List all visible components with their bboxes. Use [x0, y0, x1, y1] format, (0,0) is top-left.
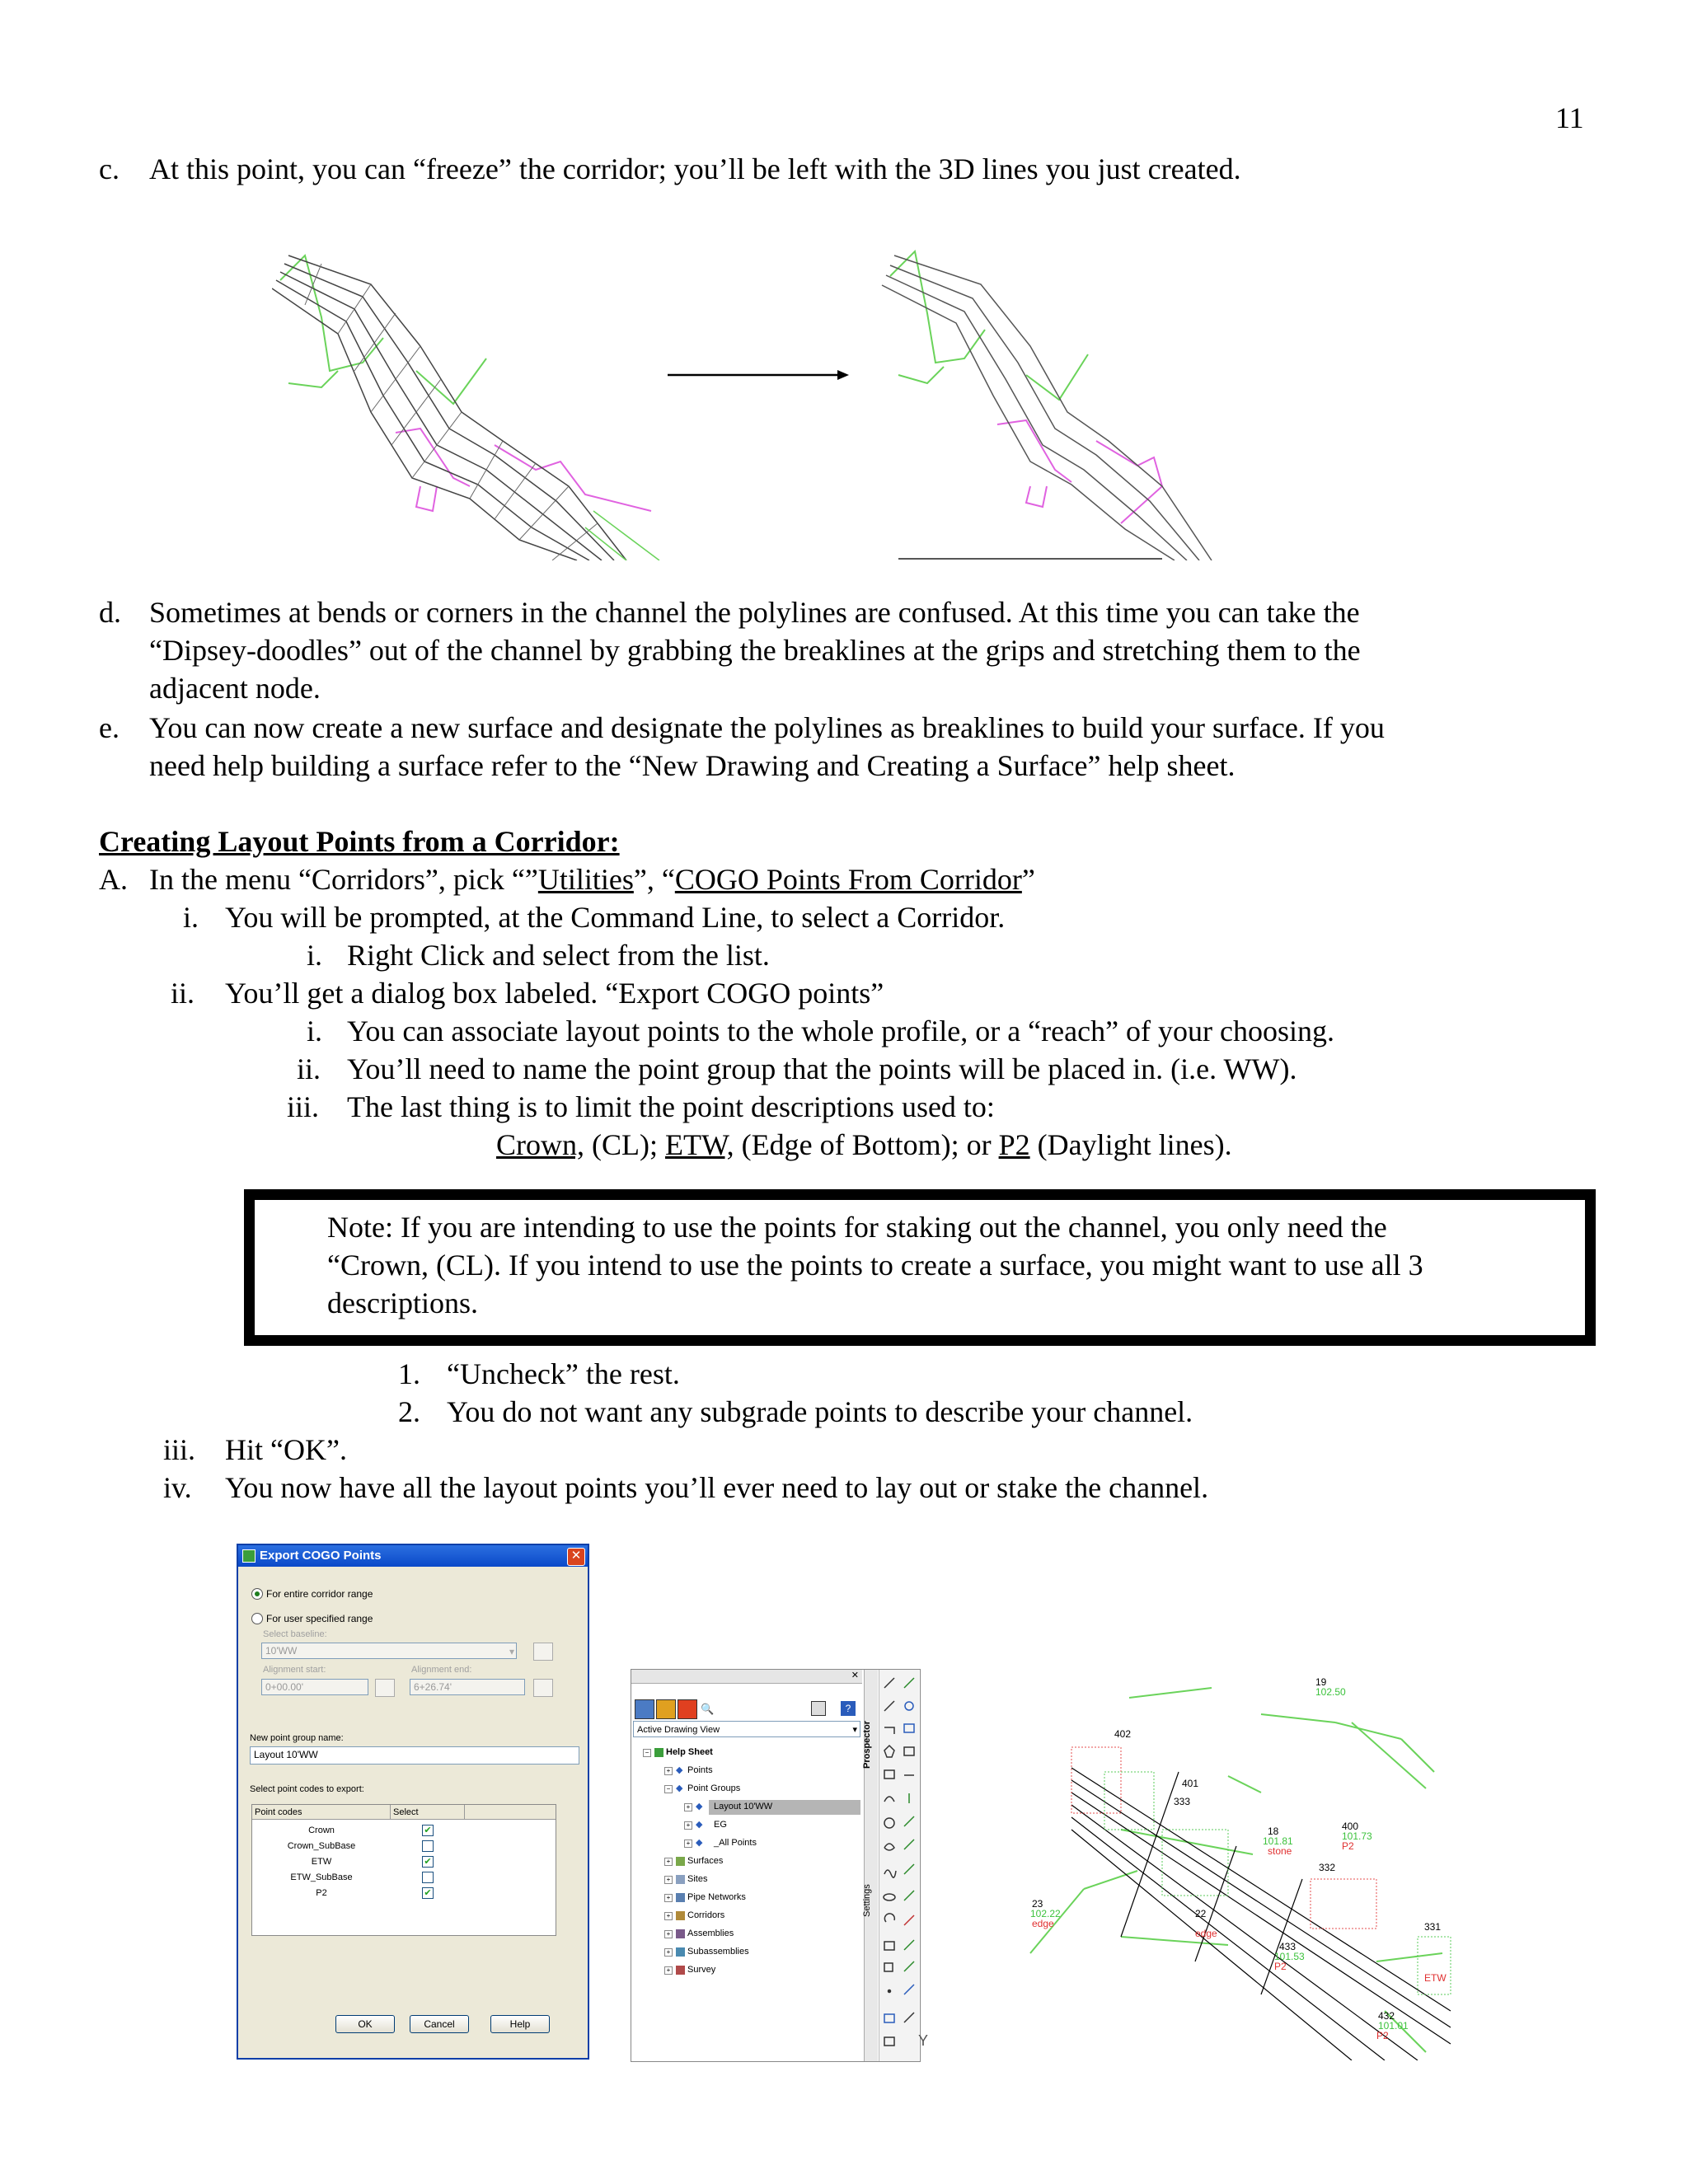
- select-baseline-label: Select baseline:: [263, 1629, 327, 1639]
- descriptions-text-3: (Daylight lines).: [1029, 1128, 1232, 1161]
- note-line-1: Note: If you are intending to use the points for staking out the channel, you only need the: [327, 1211, 1387, 1244]
- step-a-ii-i-marker: i.: [307, 1015, 323, 1047]
- step-a-ii-marker: ii.: [171, 977, 195, 1010]
- note-line-2: “Crown, (CL). If you intend to use the points to create a surface, you might want to use all 3: [327, 1249, 1423, 1282]
- point-432-elevation: 101.01: [1378, 2020, 1409, 2032]
- tree-item-point-groups[interactable]: Point Groups: [687, 1783, 741, 1793]
- tree-item-eg[interactable]: EG: [714, 1820, 727, 1830]
- step-a-i-text: You will be prompted, at the Command Line, to select a Corridor.: [225, 901, 1006, 934]
- p2-code: P2: [998, 1128, 1030, 1161]
- point-19-number: 19: [1315, 1676, 1327, 1688]
- point-group-icon: ◆: [696, 1820, 703, 1830]
- point-433-number: 433: [1279, 1941, 1296, 1952]
- step-a-pre: In the menu “Corridors”, pick “”: [149, 863, 538, 896]
- tree-item-layout-10ww[interactable]: Layout 10'WW: [714, 1802, 773, 1811]
- pick-baseline-icon[interactable]: [533, 1643, 553, 1661]
- point-432-number: 432: [1378, 2010, 1395, 2022]
- para-e-marker: e.: [99, 711, 120, 744]
- point-23-number: 23: [1032, 1898, 1043, 1910]
- layout-points-plan-view: [1022, 1665, 1459, 2060]
- para-c-text: At this point, you can “freeze” the corridor; you’ll be left with the 3D lines you just created.: [149, 152, 1241, 185]
- step-iii-text: Hit “OK”.: [225, 1433, 347, 1466]
- tree-item-corridors[interactable]: Corridors: [687, 1910, 725, 1920]
- point-402-number: 402: [1114, 1728, 1132, 1740]
- col-point-codes: Point codes: [252, 1805, 391, 1820]
- point-18-elevation: 101.81: [1263, 1835, 1293, 1847]
- corridor-freeze-figure: [272, 239, 1442, 560]
- point-23-description: edge: [1032, 1918, 1054, 1929]
- utilities-menu-link: Utilities: [537, 863, 634, 896]
- tree-item-assemblies[interactable]: Assemblies: [687, 1929, 734, 1938]
- step-a-post: ”: [1021, 863, 1035, 896]
- view-select-value: Active Drawing View: [637, 1725, 720, 1735]
- checkbox-etw[interactable]: ✔: [422, 1856, 434, 1868]
- drawing-icon: [654, 1748, 663, 1757]
- expand-icon[interactable]: +: [664, 1894, 673, 1902]
- group-name-input[interactable]: Layout 10'WW: [250, 1746, 579, 1765]
- step-a-ii-i-text: You can associate layout points to the whole profile, or a “reach” of your choosing.: [347, 1015, 1335, 1047]
- step-a-ii-text: You’ll get a dialog box labeled. “Export COGO points”: [225, 977, 884, 1010]
- step-a-i-marker: i.: [183, 901, 199, 934]
- dialog-title: Export COGO Points: [260, 1549, 382, 1563]
- radio-entire-range[interactable]: [251, 1588, 263, 1600]
- descriptions-line: [496, 1126, 1232, 1164]
- subassemblies-icon: [676, 1947, 685, 1957]
- para-c-marker: c.: [99, 152, 120, 185]
- step-a-ii-iii-marker: iii.: [287, 1090, 320, 1123]
- point-331-description: ETW: [1424, 1972, 1447, 1984]
- section-heading: Creating Layout Points from a Corridor:: [99, 825, 620, 858]
- tree-item-sites[interactable]: Sites: [687, 1874, 708, 1884]
- alignment-start-label: Alignment start:: [263, 1665, 326, 1675]
- step-iv-marker: iv.: [163, 1471, 192, 1504]
- chevron-down-icon: ▾: [509, 1646, 514, 1657]
- collapse-icon[interactable]: −: [643, 1749, 651, 1757]
- step-a-line: [149, 860, 1035, 898]
- code-crown: Crown: [308, 1825, 335, 1835]
- tree-item-points[interactable]: Points: [687, 1765, 713, 1775]
- surfaces-icon: [676, 1857, 685, 1866]
- para-d-line-1: Sometimes at bends or corners in the channel the polylines are confused. At this time you can take the: [149, 596, 1360, 629]
- corridor-before-image: [272, 255, 659, 560]
- step-a-ii-ii-marker: ii.: [297, 1052, 321, 1085]
- step-a-mid: ”, “: [633, 863, 675, 896]
- page-number: 11: [1555, 101, 1584, 134]
- alignment-end-field[interactable]: 6+26.74': [410, 1679, 525, 1695]
- sub-1-marker: 1.: [398, 1357, 420, 1390]
- checkbox-crown-subbase[interactable]: [422, 1840, 434, 1852]
- step-a-ii-ii-text: You’ll need to name the point group that the points will be placed in. (i.e. WW).: [347, 1052, 1297, 1085]
- point-group-icon: ◆: [696, 1802, 703, 1811]
- step-iii-marker: iii.: [163, 1433, 196, 1466]
- pipe-networks-icon: [676, 1893, 685, 1902]
- point-codes-table: [251, 1804, 556, 1936]
- tree-item-help-sheet[interactable]: Help Sheet: [666, 1747, 713, 1757]
- note-line-3: descriptions.: [327, 1286, 478, 1319]
- radio-user-range[interactable]: [251, 1613, 263, 1624]
- baseline-select[interactable]: [261, 1643, 517, 1659]
- chevron-down-icon: ▾: [852, 1725, 857, 1735]
- point-433-elevation: 101.53: [1274, 1951, 1305, 1962]
- preview-icon[interactable]: [811, 1701, 826, 1716]
- export-cogo-points-dialog: [237, 1544, 589, 2060]
- tab-settings[interactable]: Settings: [862, 1884, 872, 1917]
- tab-prospector[interactable]: Prospector: [862, 1720, 872, 1769]
- point-401-number: 401: [1182, 1778, 1199, 1789]
- step-a-i-i-marker: i.: [307, 939, 323, 972]
- point-18-description: stone: [1268, 1845, 1292, 1857]
- tree-item-all-points[interactable]: _All Points: [714, 1838, 757, 1848]
- para-e-line-1: You can now create a new surface and designate the polylines as breaklines to build your surface. If you: [149, 711, 1385, 744]
- point-22-number: 22: [1195, 1908, 1207, 1919]
- corridor-after-image: [882, 251, 1212, 560]
- col-empty: [465, 1805, 556, 1820]
- dialog-title-bar: [238, 1545, 588, 1567]
- point-400-elevation: 101.73: [1342, 1830, 1372, 1842]
- descriptions-text-1: (CL);: [584, 1128, 665, 1161]
- point-332-number: 332: [1319, 1862, 1336, 1873]
- help-button[interactable]: Help: [490, 2015, 550, 2033]
- checkbox-crown[interactable]: ✔: [422, 1825, 434, 1836]
- draw-toolbar: [879, 1670, 919, 2061]
- point-groups-icon: ◆: [676, 1783, 683, 1793]
- expand-icon[interactable]: +: [664, 1930, 673, 1938]
- para-d-line-3: adjacent node.: [149, 672, 321, 705]
- step-iv-text: You now have all the layout points you’ll ever need to lay out or stake the channel.: [225, 1471, 1209, 1504]
- expand-icon[interactable]: +: [684, 1821, 692, 1830]
- code-etw: ETW: [311, 1857, 332, 1867]
- tree-item-survey[interactable]: Survey: [687, 1965, 716, 1975]
- point-22-description: edge: [1195, 1928, 1217, 1939]
- note-box: [244, 1189, 1596, 1346]
- point-18-number: 18: [1268, 1825, 1279, 1837]
- para-d-marker: d.: [99, 596, 121, 629]
- tree-item-surfaces[interactable]: Surfaces: [687, 1856, 724, 1866]
- sub-2-marker: 2.: [398, 1395, 420, 1428]
- para-d-line-2: “Dipsey-doodles” out of the channel by grabbing the breaklines at the grips and stretching them to the: [149, 634, 1361, 667]
- point-333-number: 333: [1174, 1796, 1191, 1807]
- baseline-value: 10'WW: [265, 1645, 298, 1657]
- alignment-start-field[interactable]: 0+00.00': [261, 1679, 368, 1695]
- step-a-i-i-text: Right Click and select from the list.: [347, 939, 770, 972]
- point-group-icon: ◆: [696, 1838, 703, 1848]
- point-400-number: 400: [1342, 1821, 1359, 1832]
- tree-item-subassemblies[interactable]: Subassemblies: [687, 1947, 749, 1957]
- close-icon[interactable]: ✕: [567, 1548, 585, 1566]
- expand-icon[interactable]: +: [664, 1876, 673, 1884]
- expand-icon[interactable]: +: [664, 1948, 673, 1957]
- cancel-button[interactable]: Cancel: [410, 2015, 469, 2033]
- col-select: Select: [391, 1805, 465, 1820]
- draw-toolbar-icons: [879, 1670, 919, 2061]
- warning-icon[interactable]: [678, 1699, 697, 1719]
- expand-icon[interactable]: +: [664, 1858, 673, 1866]
- crown-code: Crown,: [496, 1128, 584, 1161]
- points-icon: ◆: [676, 1765, 683, 1775]
- step-a-ii-iii-text: The last thing is to limit the point descriptions used to:: [347, 1090, 995, 1123]
- sub-2-text: You do not want any subgrade points to describe your channel.: [447, 1395, 1193, 1428]
- checkbox-p2[interactable]: ✔: [422, 1887, 434, 1899]
- descriptions-text-2: (Edge of Bottom); or: [734, 1128, 999, 1161]
- radio-user-label: For user specified range: [266, 1613, 373, 1624]
- cogo-points-from-corridor-link: COGO Points From Corridor: [674, 863, 1022, 896]
- group-name-label: New point group name:: [250, 1733, 344, 1743]
- tree-view-icon[interactable]: [635, 1699, 654, 1719]
- point-432-description: P2: [1376, 2030, 1389, 2041]
- tree-item-pipe-networks[interactable]: Pipe Networks: [687, 1892, 746, 1902]
- code-etw-subbase: ETW_SubBase: [290, 1872, 353, 1882]
- panel-titlebar: [631, 1670, 862, 1684]
- y-axis-indicator: Y: [918, 2032, 929, 2049]
- codes-label: Select point codes to export:: [250, 1784, 364, 1794]
- step-a-marker: A.: [99, 863, 128, 896]
- assemblies-icon: [676, 1929, 685, 1938]
- view-select[interactable]: [633, 1721, 860, 1737]
- search-icon[interactable]: 🔍: [701, 1703, 715, 1715]
- expand-icon[interactable]: +: [684, 1840, 692, 1848]
- corridors-icon: [676, 1911, 685, 1920]
- point-331-number: 331: [1424, 1921, 1442, 1933]
- etw-code: ETW,: [664, 1128, 734, 1161]
- sub-1-text: “Uncheck” the rest.: [447, 1357, 680, 1390]
- code-p2: P2: [316, 1888, 327, 1898]
- close-icon[interactable]: ✕: [851, 1671, 859, 1680]
- expand-icon[interactable]: +: [684, 1803, 692, 1811]
- civil3d-app-icon: [242, 1549, 256, 1563]
- point-23-elevation: 102.22: [1030, 1908, 1061, 1919]
- item-view-icon[interactable]: [656, 1699, 676, 1719]
- survey-icon: [676, 1966, 685, 1975]
- radio-entire-label: For entire corridor range: [266, 1588, 373, 1600]
- checkbox-etw-subbase[interactable]: [422, 1872, 434, 1883]
- prospector-panel: [631, 1669, 929, 2062]
- help-icon[interactable]: ?: [841, 1701, 856, 1716]
- code-crown-subbase: Crown_SubBase: [287, 1841, 356, 1851]
- point-19-elevation: 102.50: [1315, 1686, 1346, 1698]
- pick-end-icon[interactable]: [533, 1679, 553, 1697]
- collapse-icon[interactable]: −: [664, 1785, 673, 1793]
- para-e-line-2: need help building a surface refer to the “New Drawing and Creating a Surface” help sheet.: [149, 749, 1236, 782]
- point-400-description: P2: [1342, 1840, 1354, 1852]
- alignment-end-label: Alignment end:: [411, 1665, 472, 1675]
- expand-icon[interactable]: +: [664, 1767, 673, 1775]
- expand-icon[interactable]: +: [664, 1966, 673, 1975]
- pick-start-icon[interactable]: [375, 1679, 395, 1697]
- point-433-description: P2: [1274, 1961, 1287, 1972]
- ok-button[interactable]: OK: [335, 2015, 395, 2033]
- sites-icon: [676, 1875, 685, 1884]
- expand-icon[interactable]: +: [664, 1912, 673, 1920]
- right-arrow-icon: [668, 370, 849, 380]
